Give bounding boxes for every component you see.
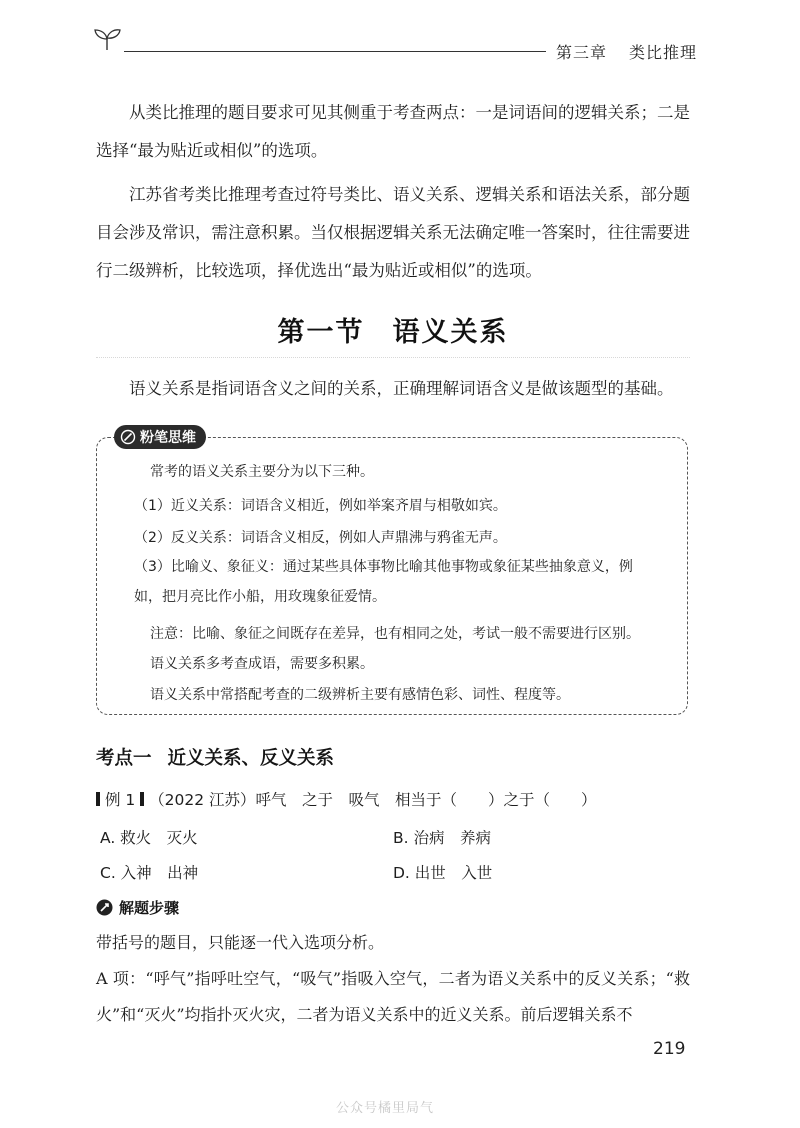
example-question-text: （2022 江苏）呼气 之于 吸气 相当于（ ）之于（ ） bbox=[149, 791, 597, 809]
option-d: D. 出世 入世 bbox=[393, 864, 493, 882]
thinking-line: （1）近义关系：词语含义相近，例如举案齐眉与相敬如宾。 bbox=[134, 498, 507, 514]
page-number: 219 bbox=[653, 1039, 686, 1059]
steps-heading-label: 解题步骤 bbox=[119, 899, 180, 917]
section-intro: 语义关系是指词语含义之间的关系，正确理解词语含义是做该题型的基础。 bbox=[129, 379, 674, 398]
header-rule bbox=[124, 51, 546, 52]
thinking-line: （2）反义关系：词语含义相反，例如人声鼎沸与鸦雀无声。 bbox=[134, 530, 507, 546]
thinking-line: 语义关系多考查成语，需要多积累。 bbox=[150, 656, 374, 672]
intro-paragraph-2: 江苏省考类比推理考查过符号类比、语义关系、逻辑关系和语法关系，部分题目会涉及常识，需注意积累。当仅根据逻辑关系无法确定唯一答案时，往往需要进行二级辨析，比较选项，择优选出“最为贴近或相似”的选项。 bbox=[96, 185, 690, 280]
sprout-icon bbox=[92, 26, 122, 52]
option-c: C. 入神 出神 bbox=[100, 864, 199, 882]
example-label: 例 1 bbox=[104, 791, 136, 809]
thinking-tag-label: 粉笔思维 bbox=[140, 430, 196, 446]
section-number: 第一节 bbox=[277, 317, 365, 348]
watermark: 公众号橘里局气 bbox=[336, 1101, 435, 1116]
thinking-line: 语义关系中常搭配考查的二级辨析主要有感情色彩、词性、程度等。 bbox=[150, 687, 570, 703]
steps-heading bbox=[96, 897, 179, 918]
option-a: A. 救火 灭火 bbox=[100, 829, 198, 847]
thinking-line: 注意：比喻、象征之间既存在差异，也有相同之处，考试一般不需要进行区别。 bbox=[150, 626, 640, 642]
chapter-title: 类比推理 bbox=[629, 43, 698, 62]
steps-paragraph-1: 带括号的题目，只能逐一代入选项分析。 bbox=[96, 933, 385, 952]
section-name: 语义关系 bbox=[392, 317, 509, 348]
kaodian-title: 近义关系、反义关系 bbox=[167, 748, 335, 769]
section-title bbox=[96, 310, 690, 349]
example-bar-right bbox=[140, 792, 144, 806]
intro-paragraph-1: 从类比推理的题目要求可见其侧重于考查两点：一是词语间的逻辑关系；二是选择“最为贴近或相似”的选项。 bbox=[96, 103, 690, 160]
thinking-line: 常考的语义关系主要分为以下三种。 bbox=[150, 464, 374, 480]
pencil-circle-icon bbox=[120, 429, 136, 445]
option-b: B. 治病 养病 bbox=[393, 829, 491, 847]
example-question bbox=[96, 788, 597, 810]
header-chapter bbox=[556, 40, 697, 63]
kaodian-heading bbox=[96, 744, 334, 770]
chapter-number: 第三章 bbox=[556, 43, 608, 62]
steps-paragraph-2: A 项：“呼气”指呼吐空气，“吸气”指吸入空气，二者为语义关系中的反义关系；“救火”和“灭火”均指扑灭火灾，二者为语义关系中的近义关系。前后逻辑关系不 bbox=[96, 969, 690, 1024]
section-divider bbox=[96, 357, 690, 358]
steps-icon bbox=[96, 899, 113, 916]
kaodian-label: 考点一 bbox=[96, 748, 152, 769]
thinking-tag bbox=[114, 425, 206, 449]
thinking-line: （3）比喻义、象征义：通过某些具体事物比喻其他事物或象征某些抽象意义，例如，把月亮比作小船，用玫瑰象征爱情。 bbox=[134, 559, 633, 605]
example-bar-left bbox=[96, 792, 100, 806]
